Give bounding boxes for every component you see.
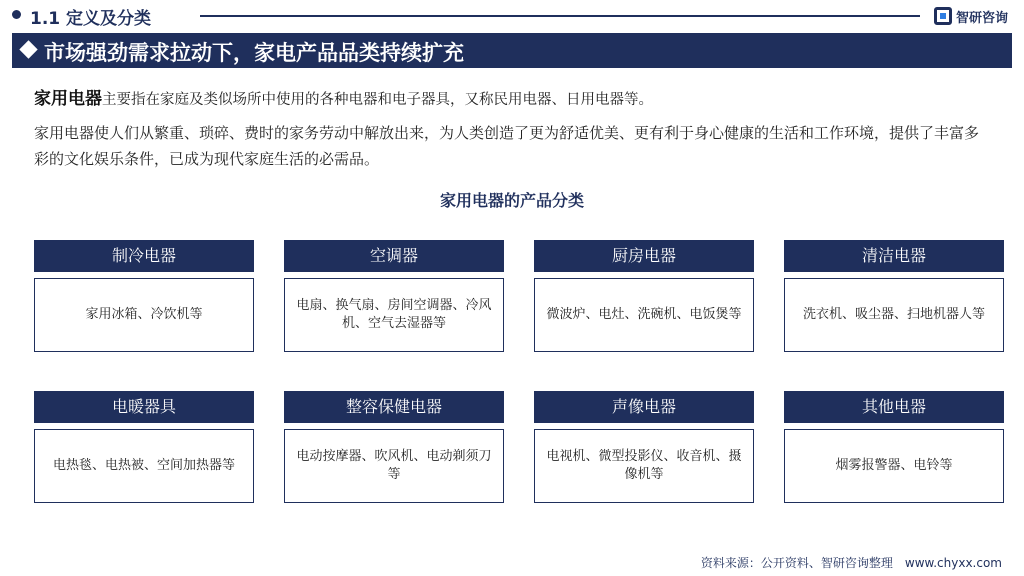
- category-card: [284, 240, 504, 352]
- category-card: [784, 240, 1004, 352]
- category-items: 电动按摩器、吹风机、电动剃须刀等: [284, 429, 504, 503]
- category-card: [34, 391, 254, 503]
- intro-definition: [34, 84, 994, 109]
- category-name: 清洁电器: [784, 240, 1004, 272]
- title-banner: [12, 33, 1012, 68]
- brand-logo-text: 智研咨询: [956, 10, 1009, 26]
- source-note: 资料来源：公开资料、智研咨询整理: [700, 556, 893, 570]
- intro-paragraph: 家用电器使人们从繁重、琐碎、费时的家务劳动中解放出来，为人类创造了更为舒适优美、更有利于身心健康的生活和工作环境，提供了丰富多彩的文化娱乐条件，已成为现代家庭生活的必需品。: [34, 124, 980, 168]
- category-card: [284, 391, 504, 503]
- category-name: 厨房电器: [534, 240, 754, 272]
- category-items: 微波炉、电灶、洗碗机、电饭煲等: [534, 278, 754, 352]
- footer-source: [689, 554, 1002, 571]
- category-items: 电视机、微型投影仪、收音机、摄像机等: [534, 429, 754, 503]
- classification-title: 家用电器的产品分类: [439, 191, 584, 210]
- category-name: 电暖器具: [34, 391, 254, 423]
- brand-logo-icon: [934, 7, 952, 25]
- bullet-dot-icon: [12, 10, 21, 19]
- category-name: 整容保健电器: [284, 391, 504, 423]
- category-name: 声像电器: [534, 391, 754, 423]
- top-bar: [0, 0, 1024, 32]
- header-divider: [200, 15, 920, 17]
- category-card: [34, 240, 254, 352]
- category-items: 洗衣机、吸尘器、扫地机器人等: [784, 278, 1004, 352]
- diamond-icon: [19, 40, 37, 58]
- category-items: 电扇、换气扇、房间空调器、冷风机、空气去湿器等: [284, 278, 504, 352]
- intro-term: 家用电器: [34, 89, 102, 109]
- intro-definition-text: 主要指在家庭及类似场所中使用的各种电器和电子器具，又称民用电器、日用电器等。: [102, 92, 653, 108]
- category-name: 空调器: [284, 240, 504, 272]
- category-card: [534, 391, 754, 503]
- category-name: 制冷电器: [34, 240, 254, 272]
- brand-logo: [934, 5, 1008, 27]
- category-card: [534, 240, 754, 352]
- category-card: [784, 391, 1004, 503]
- category-items: 烟雾报警器、电铃等: [784, 429, 1004, 503]
- category-name: 其他电器: [784, 391, 1004, 423]
- section-heading: 1.1 定义及分类: [30, 9, 152, 29]
- category-items: 家用冰箱、冷饮机等: [34, 278, 254, 352]
- category-items: 电热毯、电热被、空间加热器等: [34, 429, 254, 503]
- banner-title: 市场强劲需求拉动下，家电产品品类持续扩充: [44, 41, 464, 65]
- website-link[interactable]: www.chyxx.com: [904, 556, 1002, 570]
